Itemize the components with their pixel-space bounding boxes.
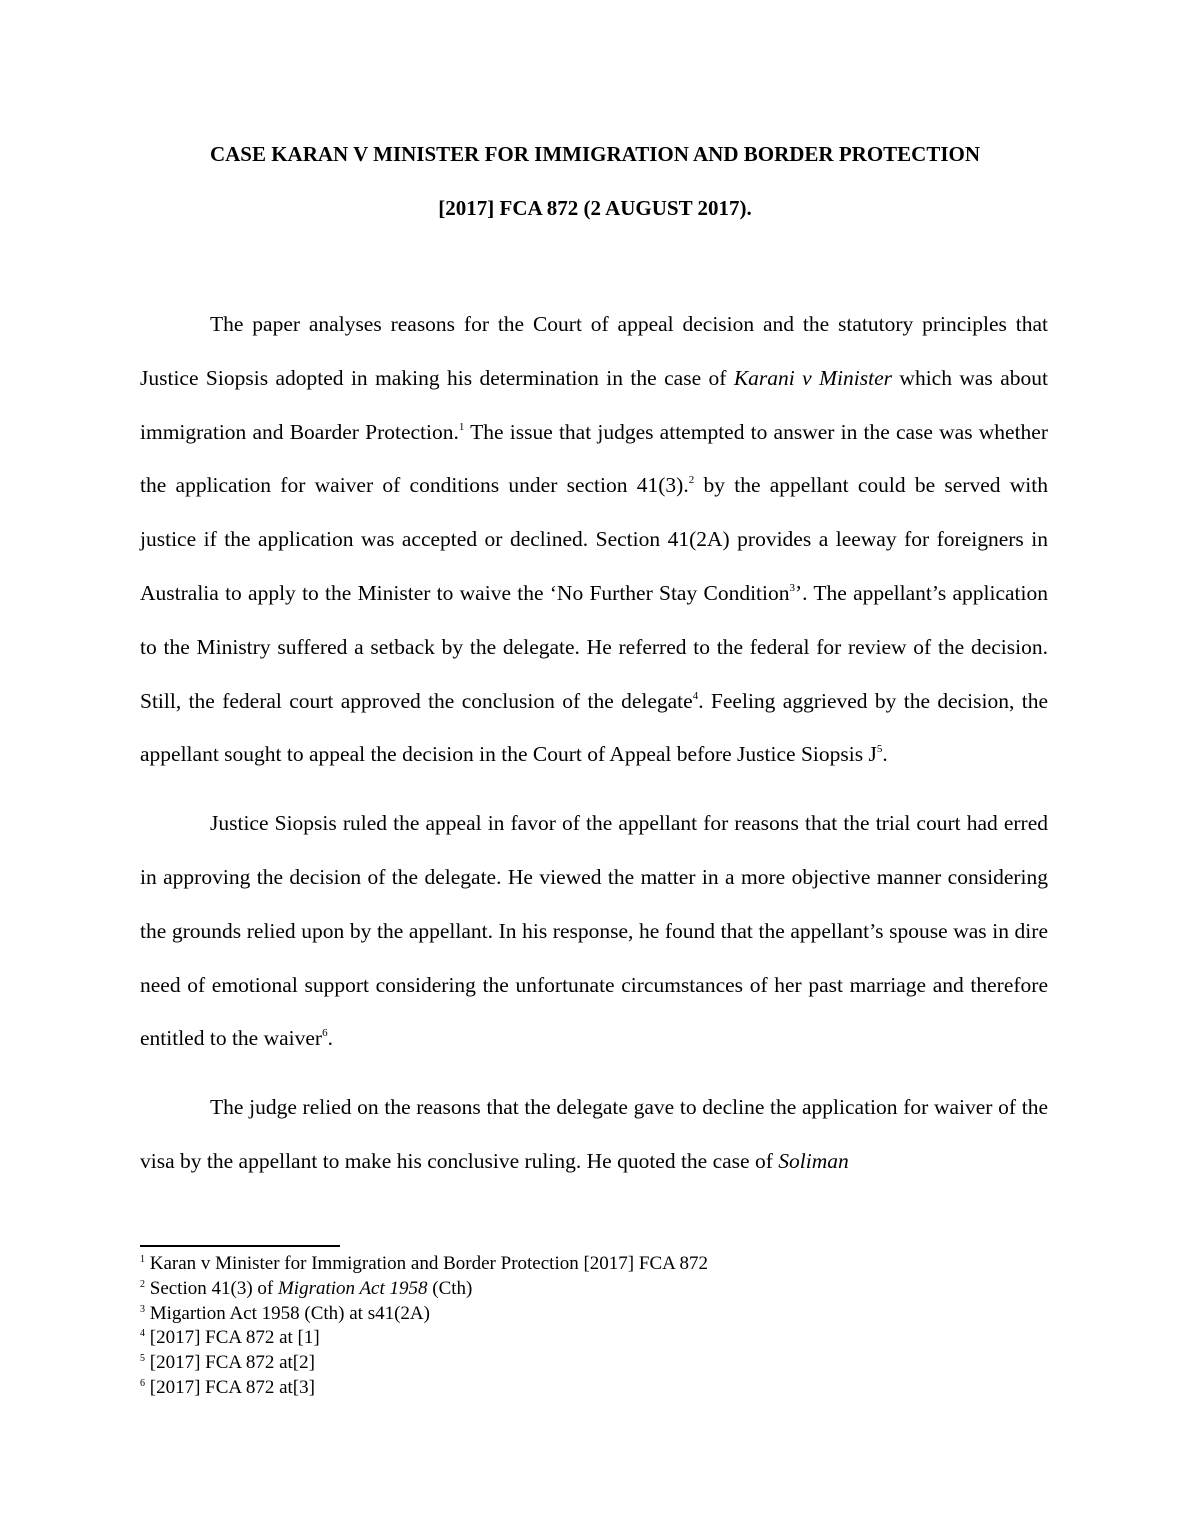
footnote-text: Karan v Minister for Immigration and Border Protection [2017] FCA 872 (145, 1253, 709, 1274)
footnote-1 (140, 1252, 1048, 1277)
footnote-number: 2 (140, 1278, 145, 1290)
document-title-line-2: [2017] FCA 872 (2 AUGUST 2017). (438, 196, 752, 220)
footnote-text: [2017] FCA 872 at [1] (149, 1327, 320, 1349)
footnote-text: Migartion Act 1958 (Cth) at s41(2A) (149, 1302, 430, 1324)
paragraph-3-text: The judge relied on the reasons that the delegate gave to decline the application for waiver of the visa by the appellant to make his conclusive ruling. He quoted the case of (140, 1095, 1048, 1173)
paragraph-1-text: by the appellant could be served with justice if the application was accepted or declined. Section 41(2A) provides a leeway for foreigners in Australia to apply to the Minister to waive the ‘No Further Stay Condition (140, 473, 1048, 605)
footnote-ref-5[interactable]: 5 (876, 743, 883, 756)
footnote-separator (140, 1245, 340, 1247)
case-name-italic: Karani v Minister (733, 365, 892, 390)
paragraph-1-text: The paper analyses reasons for the Court of appeal decision and the statutory principles that Justice Siopsis adopted in making his determination in the case of (140, 312, 1048, 390)
footnote-text: (Cth) (427, 1277, 473, 1299)
paragraph-1-text: ’. The appellant’s application to the Ministry suffered a setback by the delegate. He referred to the federal for review of the decision. Still, the federal court approved the conclusion of the delegate (140, 580, 1048, 713)
paragraph-1-text: which was about immigration and Boarder Protection. (140, 365, 1048, 444)
footnotes (140, 1252, 1048, 1401)
footnote-4 (140, 1326, 1048, 1351)
footnote-number: 5 (140, 1353, 145, 1365)
paragraph-1 (140, 298, 1048, 782)
footnote-ref-3[interactable]: 3 (789, 581, 795, 594)
paragraph-1-text: . (882, 742, 888, 767)
paragraph-1-text: . Feeling aggrieved by the decision, the appellant sought to appeal the decision in the Court of Appeal before Justice Siopsis J (140, 688, 1048, 767)
footnote-italic: Migration Act 1958 (277, 1277, 428, 1299)
paragraph-2 (140, 797, 1048, 1066)
footnote-ref-1[interactable]: 1 (458, 420, 465, 433)
footnote-number: 1 (140, 1254, 145, 1265)
footnote-number: 6 (140, 1377, 145, 1389)
footnote-text: Section 41(3) of (149, 1277, 278, 1299)
case-name-italic: Soliman (778, 1148, 849, 1173)
footnote-number: 4 (140, 1328, 145, 1340)
paragraph-2-text: Justice Siopsis ruled the appeal in favor of the appellant for reasons that the trial court had erred in approving the decision of the delegate. He viewed the matter in a more objective manner considering the grounds relied upon by the appellant. In his response, he found that the appellant’s spouse was in dire need of emotional support considering the unfortunate circumstances of her past marriage and therefore entitled to the waiver (140, 811, 1048, 1051)
footnote-text: [2017] FCA 872 at[3] (149, 1376, 315, 1398)
body-text (140, 298, 1048, 1189)
footnote-text: [2017] FCA 872 at[2] (149, 1352, 315, 1374)
footnote-ref-4[interactable]: 4 (692, 689, 699, 702)
paragraph-1-text: The issue that judges attempted to answer in the case was whether the application for waiver of conditions under section 41(3). (140, 419, 1048, 498)
footnote-6 (140, 1376, 1048, 1401)
paragraph-2-text: . (327, 1026, 333, 1051)
footnote-3 (140, 1302, 1048, 1327)
paragraph-3 (140, 1081, 1048, 1189)
footnote-2 (140, 1277, 1048, 1302)
footnote-number: 3 (140, 1303, 145, 1315)
footnote-ref-2[interactable]: 2 (688, 474, 695, 487)
footnote-ref-6[interactable]: 6 (322, 1027, 328, 1040)
document-title-line-1: CASE KARAN V MINISTER FOR IMMIGRATION AND BORDER PROTECTION (209, 142, 981, 166)
footnote-5 (140, 1351, 1048, 1376)
